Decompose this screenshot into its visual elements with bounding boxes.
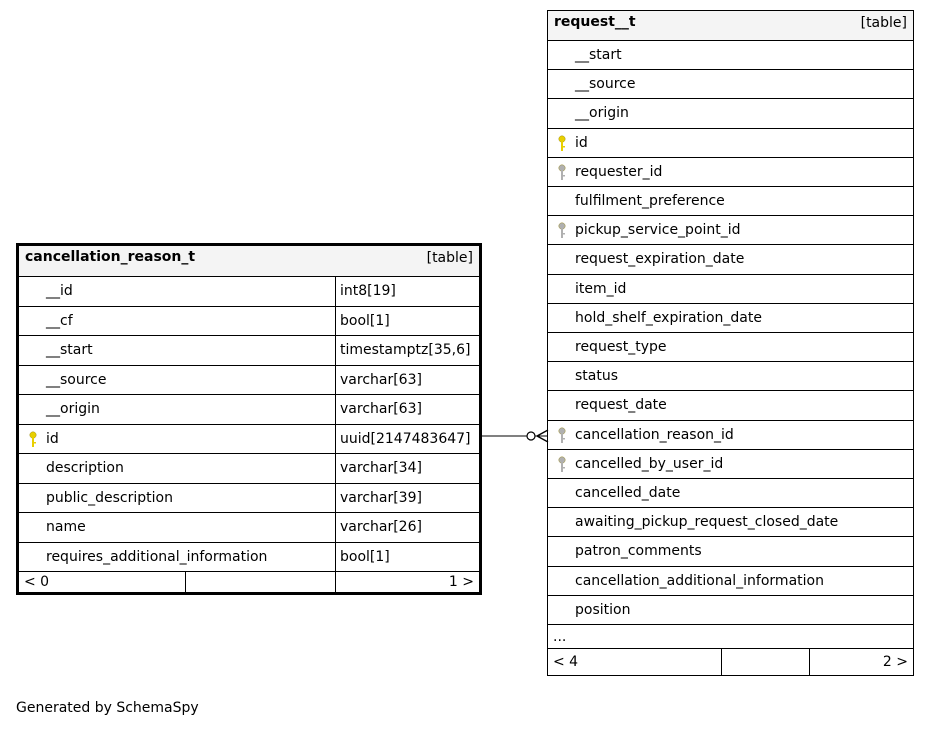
table-kind: [table] bbox=[860, 15, 907, 31]
column-name: request_type bbox=[575, 339, 667, 356]
parents-count[interactable]: 1 > bbox=[448, 574, 474, 590]
column-name: requires_additional_information bbox=[46, 548, 268, 565]
column-name: cancelled_by_user_id bbox=[575, 455, 724, 472]
table-name[interactable]: request__t bbox=[554, 14, 636, 30]
parents-count[interactable]: 2 > bbox=[882, 654, 908, 670]
children-count[interactable]: < 0 bbox=[24, 574, 50, 590]
column-type: varchar[63] bbox=[340, 371, 422, 388]
column-name: requester_id bbox=[575, 163, 663, 180]
column-name: __cf bbox=[46, 312, 73, 329]
column-name: item_id bbox=[575, 280, 627, 297]
column-type: bool[1] bbox=[340, 312, 390, 329]
column-name: cancellation_reason_id bbox=[575, 426, 734, 443]
column-name: id bbox=[46, 430, 59, 447]
column-name: awaiting_pickup_request_closed_date bbox=[575, 514, 839, 531]
column-type: varchar[34] bbox=[340, 460, 422, 477]
column-name: position bbox=[575, 601, 631, 618]
column-name: name bbox=[46, 519, 86, 536]
column-name: patron_comments bbox=[575, 543, 702, 560]
column-type: varchar[63] bbox=[340, 401, 422, 418]
zero-optional-marker bbox=[527, 432, 535, 440]
generated-by-note: Generated by SchemaSpy bbox=[16, 700, 199, 716]
column-name: __origin bbox=[46, 401, 100, 418]
column-name: __start bbox=[46, 342, 93, 359]
column-name: __origin bbox=[575, 105, 629, 122]
column-type: bool[1] bbox=[340, 548, 390, 565]
column-type: varchar[39] bbox=[340, 489, 422, 506]
column-name: request_date bbox=[575, 397, 667, 414]
column-name: description bbox=[46, 460, 124, 477]
column-name: __source bbox=[46, 371, 107, 388]
column-type: varchar[26] bbox=[340, 519, 422, 536]
column-name: request_expiration_date bbox=[575, 251, 745, 268]
column-type: uuid[2147483647] bbox=[340, 430, 471, 447]
column-name: __id bbox=[46, 283, 73, 300]
column-name: id bbox=[575, 134, 588, 151]
column-name: __start bbox=[575, 47, 622, 64]
table-name[interactable]: cancellation_reason_t bbox=[25, 249, 196, 265]
column-type: int8[19] bbox=[340, 283, 396, 300]
column-name: status bbox=[575, 368, 619, 385]
column-name: __source bbox=[575, 76, 636, 93]
table-kind: [table] bbox=[426, 250, 473, 266]
crowfoot-upper bbox=[537, 430, 548, 436]
crowfoot-lower bbox=[537, 436, 548, 442]
more-columns-ellipsis: ... bbox=[553, 628, 567, 645]
column-type: timestamptz[35,6] bbox=[340, 342, 471, 359]
column-name: hold_shelf_expiration_date bbox=[575, 309, 762, 326]
column-name: pickup_service_point_id bbox=[575, 222, 741, 239]
children-count[interactable]: < 4 bbox=[553, 654, 579, 670]
column-name: fulfilment_preference bbox=[575, 193, 725, 210]
column-name: cancellation_additional_information bbox=[575, 572, 824, 589]
column-name: public_description bbox=[46, 489, 173, 506]
column-name: cancelled_date bbox=[575, 485, 681, 502]
